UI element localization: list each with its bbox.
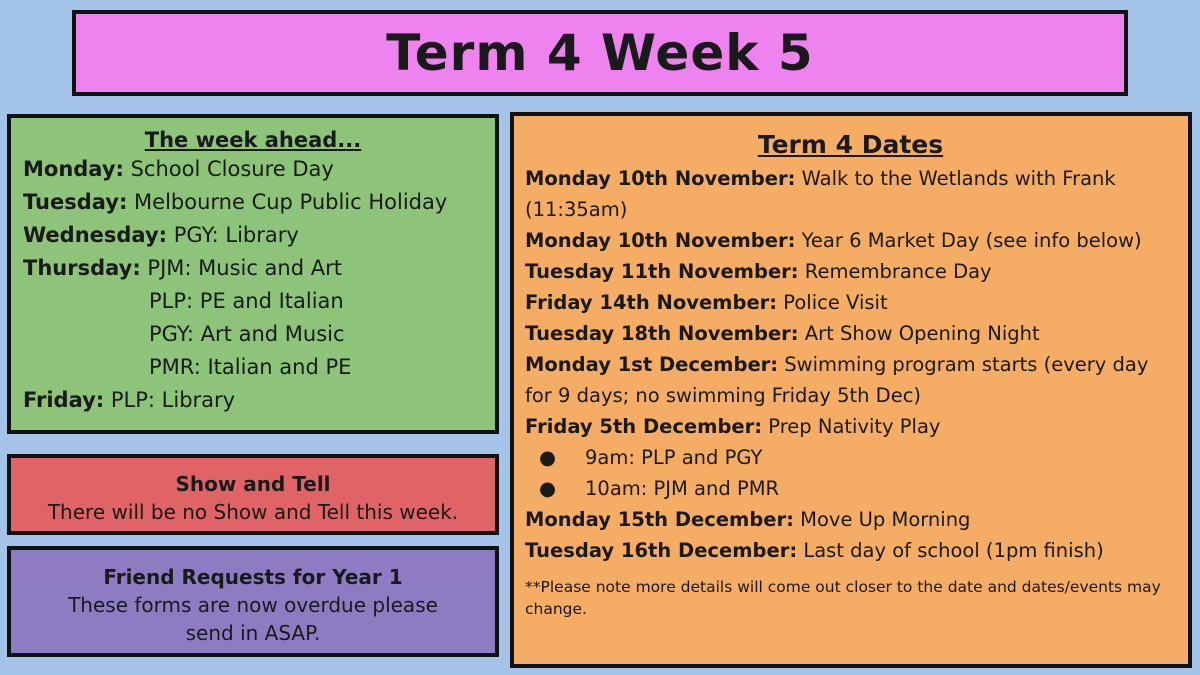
date-label: Friday 14th November:	[525, 291, 778, 314]
day-label: Wednesday:	[23, 223, 168, 247]
friend-requests-panel	[7, 546, 499, 657]
list-item	[525, 473, 1176, 504]
date-text: Last day of school (1pm finish)	[797, 539, 1104, 562]
show-and-tell-title: Show and Tell	[175, 472, 331, 496]
date-text: Move Up Morning	[793, 508, 971, 531]
date-item	[525, 287, 1176, 318]
week-line-friday	[23, 384, 495, 417]
day-text: Melbourne Cup Public Holiday	[127, 190, 448, 214]
date-item	[525, 349, 1176, 411]
day-text: PGY: Library	[167, 223, 299, 247]
date-item	[525, 504, 1176, 535]
day-label: Monday:	[23, 157, 124, 181]
date-text: Art Show Opening Night	[798, 322, 1040, 345]
term-dates-panel	[510, 112, 1192, 668]
day-label: Friday:	[23, 388, 105, 412]
date-label: Tuesday 16th December:	[525, 539, 798, 562]
week-line-thursday-pmr	[23, 351, 495, 384]
date-label: Monday 15th December:	[525, 508, 794, 531]
day-text: PJM: Music and Art	[140, 256, 342, 280]
day-text: PMR: Italian and PE	[149, 355, 352, 379]
week-ahead-panel	[7, 114, 499, 434]
date-label: Monday 1st December:	[525, 353, 779, 376]
date-item	[525, 535, 1176, 566]
day-text: PGY: Art and Music	[149, 322, 345, 346]
date-text: Police Visit	[777, 291, 888, 314]
week-ahead-heading: The week ahead...	[144, 128, 362, 152]
date-label: Monday 10th November:	[525, 229, 796, 252]
dates-note: **Please note more details will come out closer to the date and dates/events may change.	[525, 578, 1161, 618]
bullet-icon: ●	[539, 446, 557, 469]
week-line-thursday-plp	[23, 285, 495, 318]
page-title: Term 4 Week 5	[386, 24, 814, 82]
date-item	[525, 318, 1176, 349]
week-line-wednesday	[23, 219, 495, 252]
show-and-tell-panel	[7, 454, 499, 535]
date-text: Year 6 Market Day (see info below)	[795, 229, 1142, 252]
friend-requests-title: Friend Requests for Year 1	[103, 565, 403, 589]
date-text: Remembrance Day	[798, 260, 992, 283]
week-line-thursday-pgy	[23, 318, 495, 351]
date-text: Walk to the Wetlands with Frank (11:35am)	[525, 167, 1116, 221]
list-item	[525, 442, 1176, 473]
date-item	[525, 225, 1176, 256]
bullet-text: 9am: PLP and PGY	[585, 446, 763, 469]
day-text: School Closure Day	[123, 157, 334, 181]
date-item	[525, 411, 1176, 442]
date-text: Swimming program starts (every day for 9 days; no swimming Friday 5th Dec)	[525, 353, 1149, 407]
date-label: Tuesday 11th November:	[525, 260, 799, 283]
week-line-tuesday	[23, 186, 495, 219]
bullet-icon: ●	[539, 477, 557, 500]
day-label: Tuesday:	[23, 190, 128, 214]
show-and-tell-text: There will be no Show and Tell this week.	[47, 500, 459, 524]
day-label: Thursday:	[23, 256, 141, 280]
date-label: Friday 5th December:	[525, 415, 763, 438]
title-banner	[72, 10, 1128, 96]
date-text: Prep Nativity Play	[762, 415, 941, 438]
friend-requests-text: These forms are now overdue please send in ASAP.	[68, 593, 438, 645]
day-text: PLP: PE and Italian	[149, 289, 344, 313]
week-line-monday	[23, 153, 495, 186]
bullet-text: 10am: PJM and PMR	[585, 477, 780, 500]
date-item	[525, 163, 1176, 225]
date-item	[525, 256, 1176, 287]
date-label: Monday 10th November:	[525, 167, 796, 190]
date-label: Tuesday 18th November:	[525, 322, 799, 345]
term-dates-heading: Term 4 Dates	[757, 130, 944, 159]
week-line-thursday	[23, 252, 495, 285]
day-text: PLP: Library	[104, 388, 236, 412]
